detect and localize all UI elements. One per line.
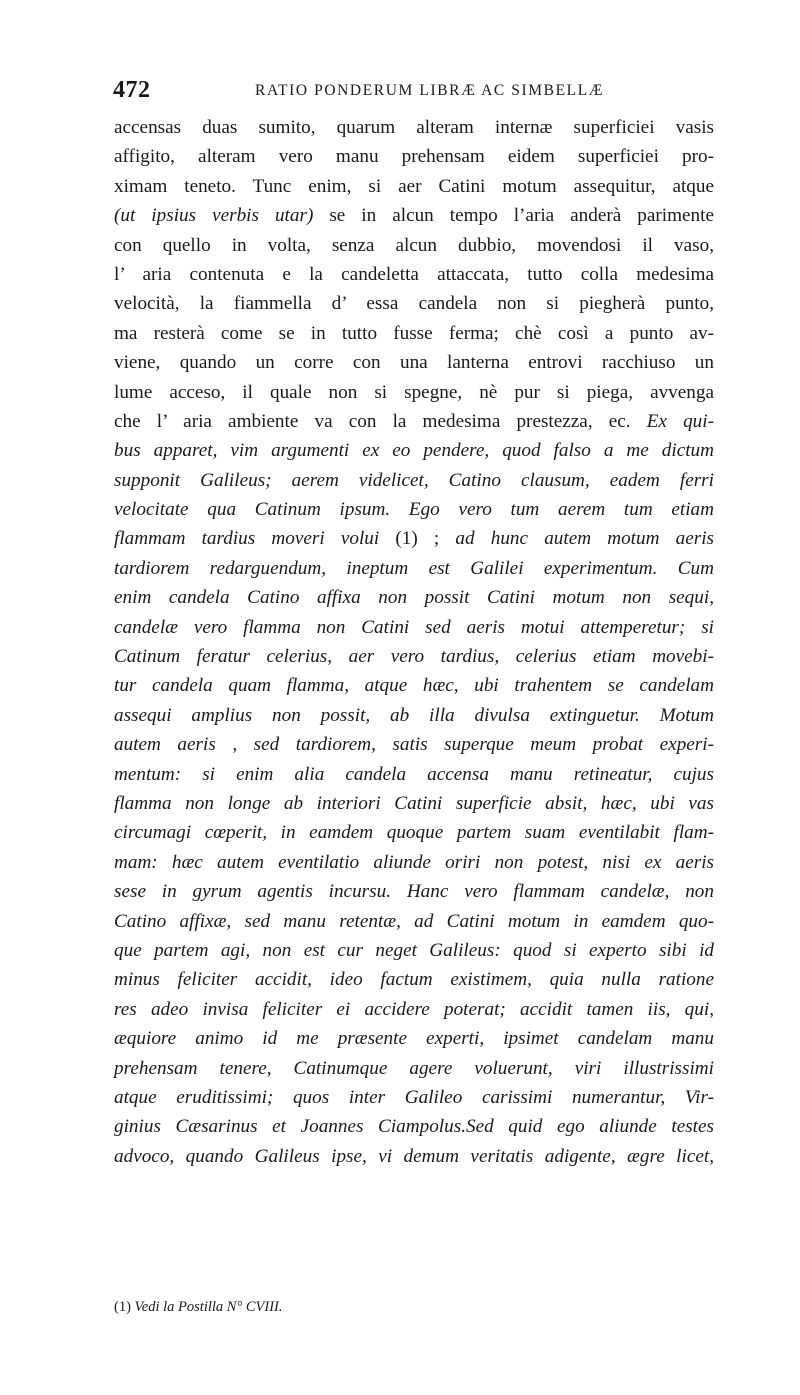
- text-line: [114, 789, 714, 818]
- italic-segment: Catino affixæ, sed manu retentæ, ad Catini motum in eamdem quo-: [114, 910, 714, 932]
- text-line: [114, 495, 714, 524]
- text-line: [114, 1024, 714, 1053]
- italic-segment: autem aeris , sed tardiorem, satis superque meum probat experi-: [114, 734, 714, 756]
- text-segment: l’ aria contenuta e la candeletta attaccata, tutto colla medesima: [114, 263, 714, 285]
- text-line: [114, 113, 714, 142]
- text-line: [114, 201, 714, 230]
- italic-segment: minus feliciter accidit, ideo factum existimem, quia nulla ratione: [114, 969, 714, 991]
- text-line: [114, 231, 714, 260]
- italic-segment: enim candela Catino affixa non possit Catini motum non sequi,: [114, 587, 714, 609]
- italic-segment: tardiorem redarguendum, ineptum est Galilei experimentum. Cum: [114, 557, 714, 579]
- text-segment: affigito, alteram vero manu prehensam eidem superficiei pro-: [114, 146, 714, 168]
- text-line: [114, 319, 714, 348]
- text-line: [114, 965, 714, 994]
- italic-segment: flammam tardius moveri volui: [114, 528, 396, 550]
- text-line: [114, 436, 714, 465]
- italic-segment: ad hunc autem motum aeris: [455, 528, 714, 550]
- text-segment: accensas duas sumito, quarum alteram internæ superficiei vasis: [114, 117, 714, 138]
- footnote-text: Vedi la Postilla N° CVIII.: [134, 1299, 283, 1315]
- text-line: [114, 1083, 714, 1112]
- footnote-marker: (1): [114, 1299, 131, 1315]
- italic-segment: ginius Cæsarinus et Joannes Ciampolus.Sed quid ego aliunde testes: [114, 1116, 714, 1138]
- text-line: [114, 583, 714, 612]
- italic-segment: tur candela quam flamma, atque hæc, ubi trahentem se candelam: [114, 675, 714, 697]
- italic-segment: bus apparet, vim argumenti ex eo pendere, quod falso a me dictum: [114, 440, 714, 462]
- text-line: [114, 378, 714, 407]
- italic-segment: atque eruditissimi; quos inter Galileo carissimi numerantur, Vir-: [114, 1086, 714, 1108]
- page-number: 472: [113, 77, 151, 103]
- italic-segment: res adeo invisa feliciter ei accidere poterat; accidit tamen iis, qui,: [114, 998, 714, 1020]
- text-line: [114, 1112, 714, 1141]
- italic-segment: (ut ipsius verbis utar): [114, 205, 314, 227]
- text-line: [114, 260, 714, 289]
- text-line: [114, 142, 714, 171]
- text-line: [114, 524, 714, 553]
- text-segment: ximam teneto. Tunc enim, si aer Catini motum assequitur, atque: [114, 175, 714, 197]
- text-line: [114, 1142, 714, 1171]
- text-line: [114, 172, 714, 201]
- footnote: [114, 1299, 283, 1316]
- italic-segment: mam: hæc autem eventilatio aliunde oriri non potest, nisi ex aeris: [114, 851, 714, 873]
- text-line: [114, 613, 714, 642]
- italic-segment: advoco, quando Galileus ipse, vi demum veritatis adigente, ægre licet,: [114, 1145, 714, 1167]
- text-segment: se in alcun tempo l’aria anderà parimente: [313, 205, 714, 227]
- text-line: [114, 554, 714, 583]
- italic-segment: velocitate qua Catinum ipsum. Ego vero tum aerem tum etiam: [114, 499, 714, 521]
- text-line: [114, 289, 714, 318]
- text-line: [114, 730, 714, 759]
- running-title: RATIO PONDERUM LIBRÆ AC SIMBELLÆ: [255, 82, 605, 99]
- italic-segment: Catinum feratur celerius, aer vero tardius, celerius etiam movebi-: [114, 646, 714, 668]
- text-line: [114, 407, 714, 436]
- text-line: [114, 701, 714, 730]
- italic-segment: Ex qui-: [646, 410, 714, 432]
- italic-segment: candelæ vero flamma non Catini sed aeris motui attemperetur; si: [114, 616, 714, 638]
- italic-segment: circumagi cœperit, in eamdem quoque partem suam eventilabit flam-: [114, 822, 714, 844]
- text-line: [114, 671, 714, 700]
- text-segment: viene, quando un corre con una lanterna entrovi racchiuso un: [114, 352, 714, 374]
- italic-segment: mentum: si enim alia candela accensa manu retineatur, cujus: [114, 763, 714, 785]
- text-line: [114, 1054, 714, 1083]
- text-segment: velocità, la fiammella d’ essa candela non si piegherà punto,: [114, 293, 714, 315]
- text-segment: che l’ aria ambiente va con la medesima prestezza, ec.: [114, 410, 647, 432]
- body-text: [114, 113, 714, 1171]
- text-segment: lume acceso, il quale non si spegne, nè pur si piega, avvenga: [114, 381, 714, 403]
- text-line: [114, 936, 714, 965]
- italic-segment: æquiore animo id me præsente experti, ipsimet candelam manu: [114, 1028, 714, 1050]
- text-line: [114, 848, 714, 877]
- italic-segment: flamma non longe ab interiori Catini superficie absit, hæc, ubi vas: [114, 792, 714, 814]
- text-line: [114, 818, 714, 847]
- text-segment: (1) ;: [395, 528, 456, 550]
- text-line: [114, 642, 714, 671]
- italic-segment: sese in gyrum agentis incursu. Hanc vero flammam candelæ, non: [114, 881, 714, 903]
- text-segment: con quello in volta, senza alcun dubbio, movendosi il vaso,: [114, 234, 714, 256]
- italic-segment: prehensam tenere, Catinumque agere voluerunt, viri illustrissimi: [114, 1057, 714, 1079]
- text-line: [114, 760, 714, 789]
- running-head: [113, 77, 710, 107]
- text-line: [114, 995, 714, 1024]
- italic-segment: assequi amplius non possit, ab illa divulsa extinguetur. Motum: [114, 704, 714, 726]
- text-line: [114, 348, 714, 377]
- italic-segment: supponit Galileus; aerem videlicet, Catino clausum, eadem ferri: [114, 469, 714, 491]
- text-segment: ma resterà come se in tutto fusse ferma; chè così a punto av-: [114, 322, 714, 344]
- text-line: [114, 907, 714, 936]
- italic-segment: que partem agi, non est cur neget Galileus: quod si experto sibi id: [114, 939, 714, 961]
- text-line: [114, 466, 714, 495]
- text-line: [114, 877, 714, 906]
